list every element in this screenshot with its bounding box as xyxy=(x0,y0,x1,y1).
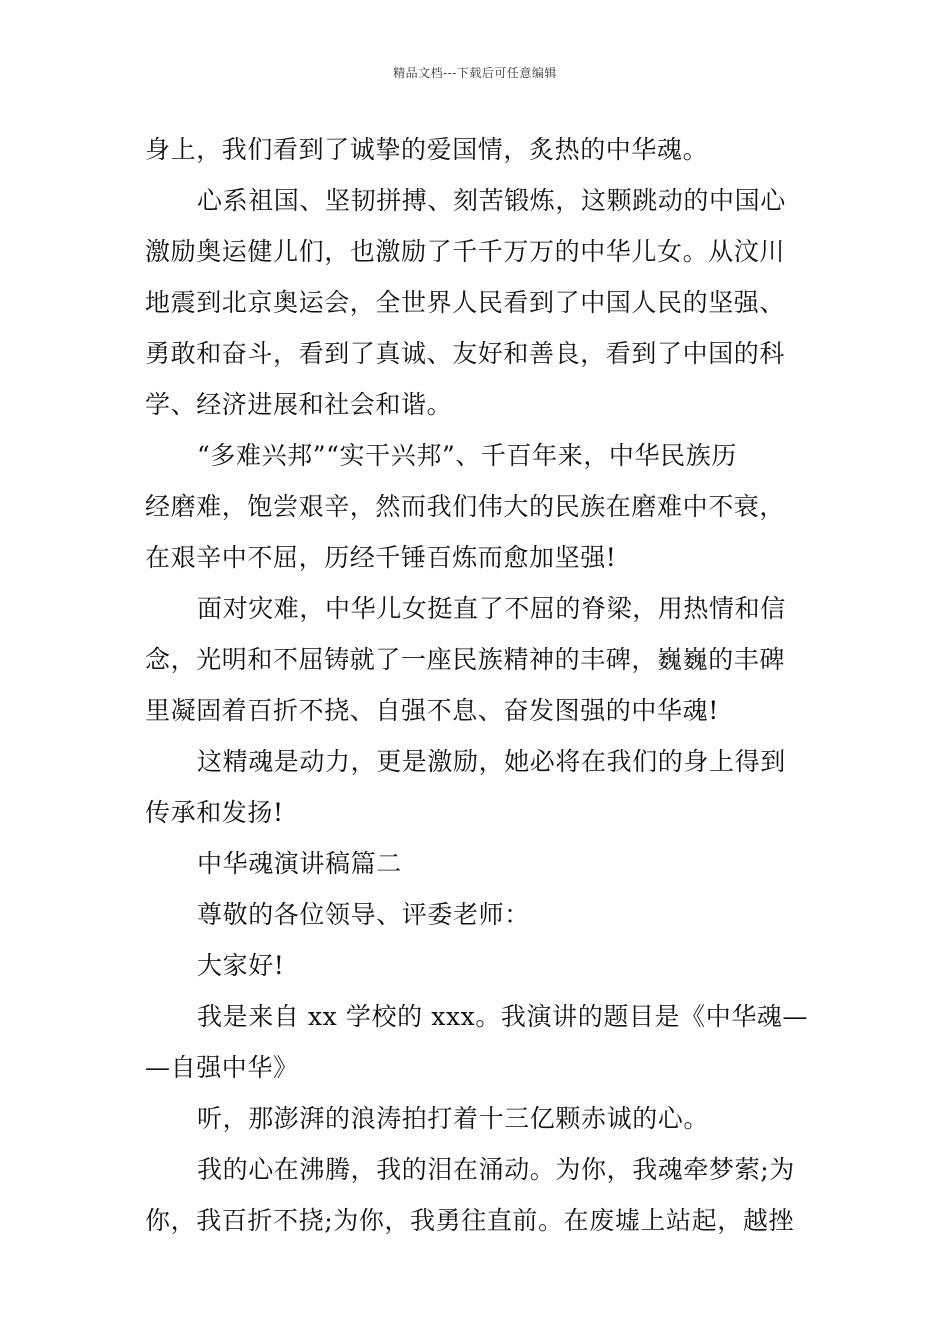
text-line: 里凝固着百折不挠、自强不息、奋发图强的中华魂! xyxy=(145,696,719,725)
text-line: 念，光明和不屈铸就了一座民族精神的丰碑，巍巍的丰碑 xyxy=(145,645,786,674)
text-line: 面对灾难，中华儿女挺直了不屈的脊梁，用热情和信 xyxy=(197,594,786,623)
text-line: 地震到北京奥运会，全世界人民看到了中国人民的坚强、 xyxy=(145,288,786,317)
salutation: 尊敬的各位领导、评委老师： xyxy=(197,900,530,929)
text-line: 勇敢和奋斗，看到了真诚、友好和善良，看到了中国的科 xyxy=(145,339,786,368)
page-header: 精品文档---下载后可任意编辑 xyxy=(393,66,557,80)
text-line: 身上，我们看到了诚挚的爱国情，炙热的中华魂。 xyxy=(145,135,709,164)
text-line: 经磨难，饱尝艰辛，然而我们伟大的民族在磨难中不衰， xyxy=(145,492,786,521)
greeting: 大家好! xyxy=(197,951,285,980)
text-line: 激励奥运健儿们，也激励了千千万万的中华儿女。从汶川 xyxy=(145,237,786,266)
text-line: 学、经济进展和社会和谐。 xyxy=(145,390,453,419)
text-line: 我是来自 xx 学校的 xxx。我演讲的题目是《中华魂— xyxy=(197,1002,809,1031)
text-line: 在艰辛中不屈，历经千锤百炼而愈加坚强! xyxy=(145,543,617,572)
text-line: 传承和发扬! xyxy=(145,798,284,827)
text-line: 听，那澎湃的浪涛拍打着十三亿颗赤诚的心。 xyxy=(197,1104,710,1133)
text-line: 这精魂是动力，更是激励，她必将在我们的身上得到 xyxy=(197,747,786,776)
text-line: 我的心在沸腾，我的泪在涌动。为你，我魂牵梦萦;为 xyxy=(197,1155,795,1184)
text-line: 你，我百折不挠;为你，我勇往直前。在废墟上站起，越挫 xyxy=(145,1206,795,1235)
section-heading: 中华魂演讲稿篇二 xyxy=(197,849,402,878)
text-line: 心系祖国、坚韧拼搏、刻苦锻炼，这颗跳动的中国心 xyxy=(197,186,786,215)
text-line: —自强中华》 xyxy=(145,1053,299,1082)
text-line: “多难兴邦”“实干兴邦”、千百年来，中华民族历 xyxy=(197,441,737,470)
document-body xyxy=(145,124,807,1246)
